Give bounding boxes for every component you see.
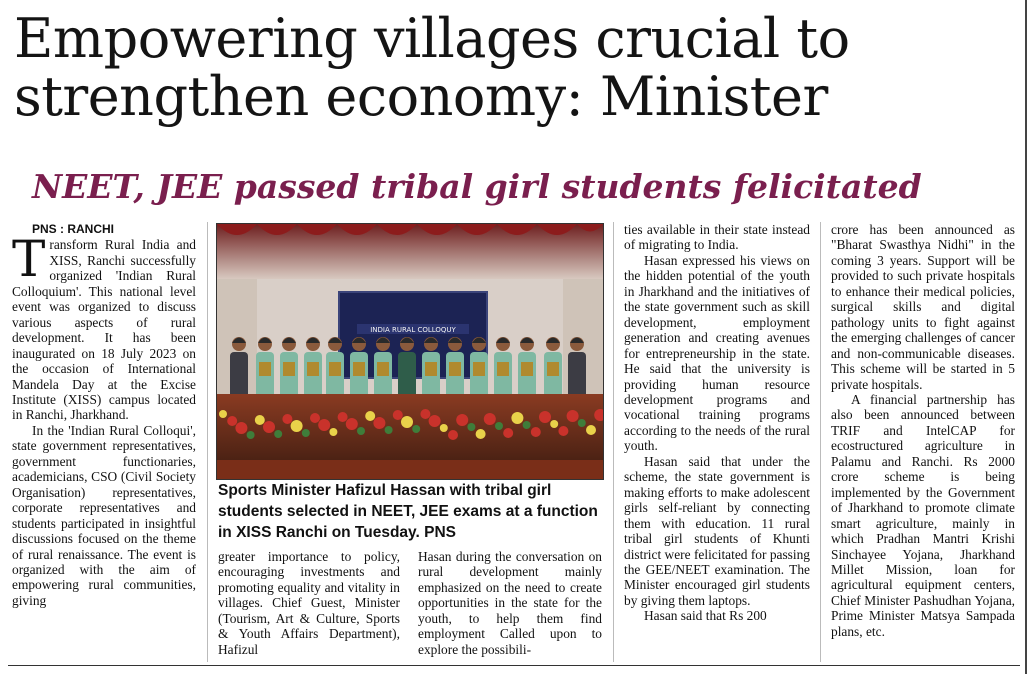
- event-photo: [216, 223, 604, 480]
- person-figure: [544, 337, 562, 400]
- person-figure: [280, 337, 298, 400]
- flower-decoration: [235, 422, 247, 434]
- column-divider: [820, 222, 821, 662]
- paragraph-swasthya-nidhi: crore has been announced as "Bharat Swasthya Nidhi" in the coming 3 years. Support will be provided to such private hospitals to enhance their medical policies, surgical skills and digital pathology units to fight against the emerging challenges of cancer and non-communicable diseases. This scheme will be started in 5 private hospitals.: [831, 222, 1015, 392]
- bottom-rule: [8, 665, 1020, 666]
- person-figure: [230, 337, 248, 400]
- paragraph-rs-200: Hasan said that Rs 200: [644, 608, 767, 624]
- flower-decoration: [302, 429, 310, 437]
- person-figure: [350, 337, 368, 400]
- paragraph-youth-potential: Hasan expressed his views on the hidden potential of the youth in Jharkhand and the initiatives of the state government such as skill development, employment generation and creating avenues for entrepreneurship in the state. He said that the university is providing human resource development programs and vocational training programs according to the needs of the rural youth.: [624, 252, 810, 454]
- column-2: [218, 549, 400, 657]
- headline: [14, 7, 1024, 128]
- paragraph-migration: ties available in their state instead of migrating to India.: [624, 222, 810, 253]
- person-figure: [494, 337, 512, 400]
- column-3: [418, 549, 602, 657]
- photo-caption: Sports Minister Hafizul Hassan with tribal girl students selected in NEET, JEE exams at a function in XISS Ranchi on Tuesday. PNS: [218, 482, 598, 541]
- person-figure: [518, 337, 536, 400]
- column-divider: [613, 222, 614, 662]
- flower-decoration: [448, 430, 458, 440]
- person-figure: [326, 337, 344, 400]
- subheadline: NEET, JEE passed tribal girl students felicitated: [32, 167, 922, 206]
- person-figure: [374, 337, 392, 400]
- lead-text: ransform Rural India and XISS, Ranchi successfully organized 'Indian Rural Colloquium'. This national level event was organized to discuss various aspects of rural development. It has been inaugurated on 18 July 2023 on the occasion of International Mandela Day at the Excise Institute (XISS) campus located in Ranchi, Jharkhand.: [12, 237, 196, 423]
- flower-decoration: [393, 410, 403, 420]
- flower-decoration: [401, 416, 413, 428]
- person-figure: [304, 337, 322, 400]
- person-figure: [422, 337, 440, 400]
- flower-decoration: [282, 414, 292, 424]
- stage-banner-text: INDIA RURAL COLLOQUY: [370, 326, 456, 334]
- flower-decoration: [476, 429, 486, 439]
- person-figure: [446, 337, 464, 400]
- flower-decoration: [440, 424, 448, 432]
- flower-decoration: [412, 425, 420, 433]
- column-5: [831, 222, 1015, 639]
- flower-decoration: [274, 430, 282, 438]
- flower-decoration: [357, 427, 365, 435]
- flower-decoration: [550, 420, 558, 428]
- flower-decoration: [247, 431, 255, 439]
- flower-decoration: [456, 414, 468, 426]
- flower-decoration: [558, 426, 568, 436]
- paragraph-adolescent-girls: Hasan said that under the scheme, the state government is making efforts to make adolescent girls self-reliant by connecting them with education. 11 rural tribal girl students of Khunti district were felicitated for passing the GEE/NEET examination. The Minister encouraged girl students by giving them laptops.: [624, 453, 810, 608]
- flower-decoration: [484, 413, 496, 425]
- dropcap: T: [12, 230, 46, 289]
- column-1: [12, 222, 196, 608]
- paragraph-policy: greater importance to policy, encouraging investments and promoting equality and vitality in villages. Chief Guest, Minister (Tourism, Art & Culture, Sports & Youth Affairs Department), Hafizul: [218, 549, 400, 657]
- headline-line-1: Empowering villages crucial to: [14, 7, 850, 70]
- paragraph-colloqui: In the 'Indian Rural Colloqui', state government representatives, government functionaries, academicians, CSO (Civil Society Organisation) representatives, corporate representatives and students participated in insightful discussions focused on the theme of rural renaissance. The event is organized with the aim of empowering rural communities, giving: [12, 422, 196, 608]
- flower-decoration: [329, 428, 337, 436]
- flower-decoration: [523, 421, 531, 429]
- flower-decoration: [255, 415, 265, 425]
- page-edge: [1025, 0, 1027, 674]
- flower-decoration: [503, 428, 513, 438]
- flower-decoration: [346, 418, 358, 430]
- flower-decoration: [495, 422, 503, 430]
- person-figure: [470, 337, 488, 400]
- flower-decoration: [310, 413, 320, 423]
- flower-decoration: [429, 415, 441, 427]
- flower-decoration: [511, 412, 523, 424]
- dateline: PNS : RANCHI: [32, 222, 115, 236]
- column-divider: [207, 222, 208, 662]
- flower-decoration: [420, 409, 430, 419]
- paragraph-financial-partnership: A financial partnership has also been announced between TRIF and IntelCAP for ecostructured agriculture in Palamu and Ranchi. Rs 2000 crore scheme is being implemented by the Government of Jharkhand to promote climate smart agriculture, mainly in which Pradhan Mantri Krishi Sinchayee Yojana, Jharkhand Millet Mission, loan for agricultural equipment centers, Chief Minister Pashudhan Yojana, Prime Minister Matsya Sampada plans, etc.: [831, 391, 1015, 639]
- flower-decoration: [291, 420, 303, 432]
- flower-decoration: [318, 419, 330, 431]
- flower-decoration: [578, 419, 586, 427]
- lead-paragraph: [12, 230, 196, 423]
- column-4: [624, 222, 810, 624]
- flower-decoration: [373, 417, 385, 429]
- person-figure: [568, 337, 586, 400]
- flower-decoration: [338, 412, 348, 422]
- flower-decoration: [531, 427, 541, 437]
- flower-decoration: [586, 425, 596, 435]
- headline-line-2: strengthen economy: Minister: [14, 65, 828, 128]
- person-figure: [398, 337, 416, 400]
- flower-decoration: [365, 411, 375, 421]
- flower-decoration: [227, 416, 237, 426]
- flower-decoration: [263, 421, 275, 433]
- flower-decoration: [467, 423, 475, 431]
- flower-decoration: [567, 410, 579, 422]
- person-figure: [256, 337, 274, 400]
- flower-decoration: [539, 411, 551, 423]
- flower-decoration: [219, 410, 227, 418]
- flower-decoration: [385, 426, 393, 434]
- paragraph-conversation: Hasan during the conversation on rural development mainly emphasized on the need to create opportunities in the state for the youth, to help them find employment Called upon to explore the possibili-: [418, 549, 602, 657]
